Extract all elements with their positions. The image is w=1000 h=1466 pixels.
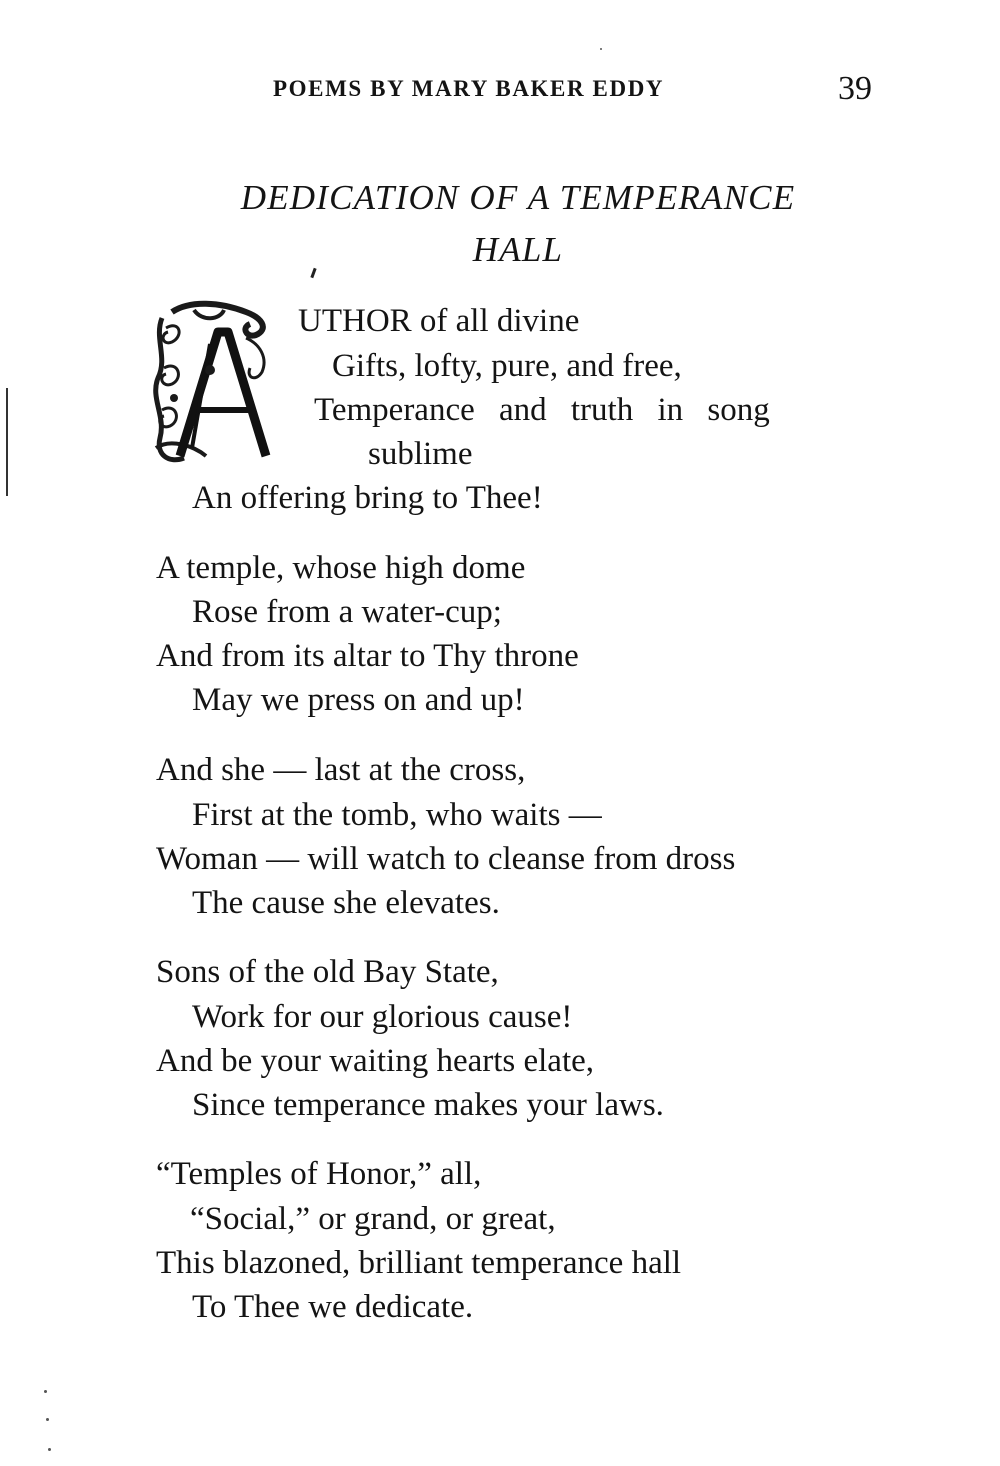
stanza-2-line-4: May we press on and up! [192,682,525,718]
stanza-4-line-3: And be your waiting hearts elate, [156,1043,595,1079]
stanza-2-line-1: A temple, whose high dome [156,550,526,586]
stanza-1-line-5: An offering bring to Thee! [192,480,543,516]
scan-speck [48,1448,51,1451]
stanza-3-line-1: And she — last at the cross, [156,752,526,788]
stanza-1-line-4: sublime [368,436,473,472]
stanza-5-line-2: “Social,” or grand, or great, [190,1201,556,1237]
stanza-4-line-4: Since temperance makes your laws. [192,1087,664,1123]
stanza-5-line-3: This blazoned, brilliant temperance hall [156,1245,682,1281]
margin-scan-line [6,388,8,496]
running-head: POEMS BY MARY BAKER EDDY [273,76,665,101]
stanza-2-line-3: And from its altar to Thy throne [156,638,579,674]
stanza-4-line-2: Work for our glorious cause! [192,999,573,1035]
scan-speck [44,1390,47,1393]
stanza-2-line-2: Rose from a water-cup; [192,594,502,630]
stanza-5-line-1: “Temples of Honor,” all, [156,1156,482,1192]
scan-speck [600,48,602,50]
stanza-3-line-2: First at the tomb, who waits — [192,797,602,833]
stanza-4-line-1: Sons of the old Bay State, [156,954,499,990]
stanza-3-line-4: The cause she elevates. [192,885,500,921]
poem-title-line-1: DEDICATION OF A TEMPERANCE [240,178,796,217]
scan-speck [46,1418,49,1421]
ornamental-dropcap-a-icon [150,298,275,470]
stanza-1-line-1: UTHOR of all divine [298,303,580,339]
poem-title-line-2: HALL [472,230,564,269]
stanza-3-line-3: Woman — will watch to cleanse from dross [156,841,736,877]
poem-title [150,172,886,276]
stanza-5-line-4: To Thee we dedicate. [192,1289,474,1325]
stanza-1-line-3: Temperance and truth in song [314,392,770,428]
page-number: 39 [838,70,872,107]
stanza-1-line-2: Gifts, lofty, pure, and free, [332,348,682,384]
